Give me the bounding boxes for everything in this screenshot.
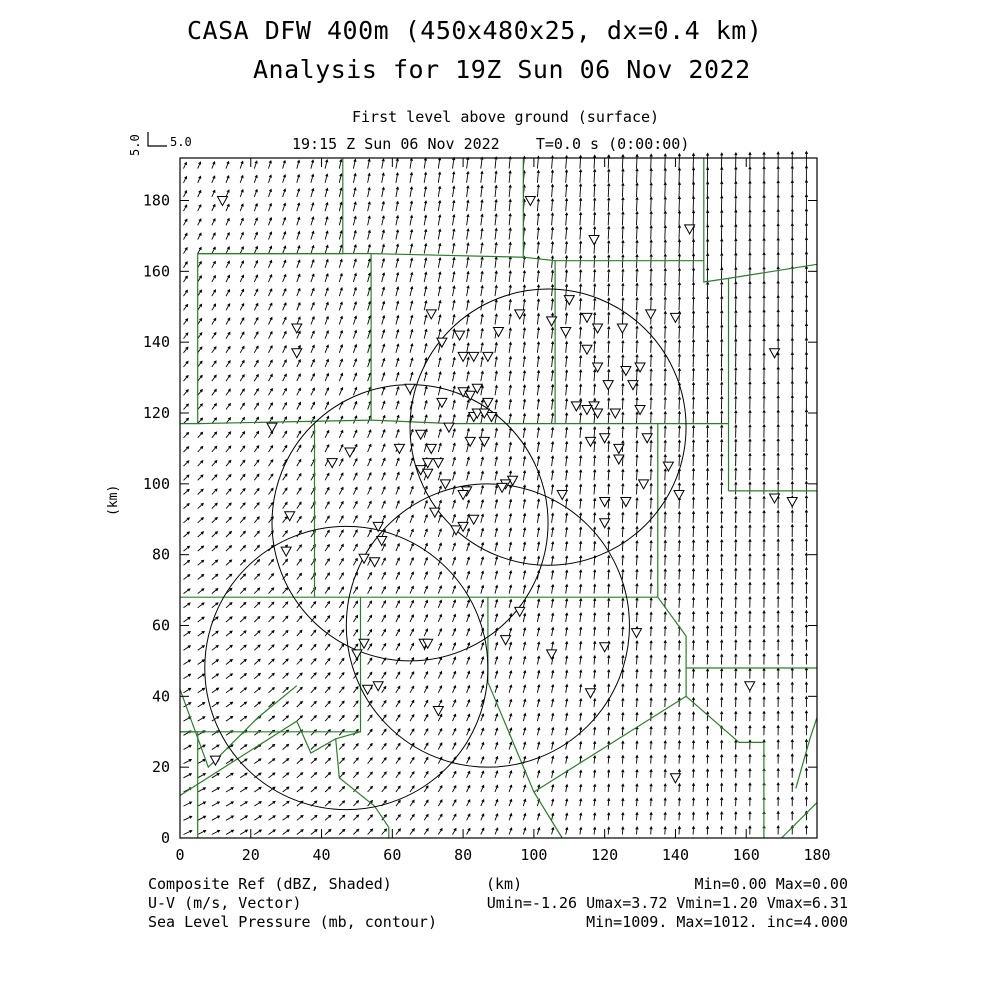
y-tick-label: 0 <box>160 829 170 847</box>
station-marker <box>603 381 613 390</box>
x-tick-label: 60 <box>383 846 402 864</box>
county-boundary-line <box>198 254 371 424</box>
reference-vector-value: 5.0 <box>170 135 192 149</box>
x-tick-label: 100 <box>520 846 548 864</box>
station-marker <box>281 547 291 556</box>
station-marker <box>469 352 479 361</box>
station-marker <box>327 459 337 468</box>
x-tick-label: 80 <box>454 846 473 864</box>
station-marker <box>363 685 373 694</box>
y-axis-label: (km) <box>106 484 121 516</box>
station-marker <box>787 498 797 507</box>
station-marker <box>359 554 369 563</box>
station-marker <box>373 682 383 691</box>
reference-vector-icon <box>148 132 167 146</box>
station-marker <box>525 197 535 206</box>
station-marker <box>639 480 649 489</box>
station-marker <box>465 437 475 446</box>
county-boundary-line <box>488 424 658 598</box>
station-marker <box>586 689 596 698</box>
y-tick-label: 100 <box>142 474 170 493</box>
station-marker <box>465 391 475 400</box>
chart-title-line2: Analysis for 19Z Sun 06 Nov 2022 <box>253 55 751 84</box>
county-boundary-line <box>658 597 817 668</box>
station-marker <box>586 437 596 446</box>
x-tick-label: 160 <box>732 846 760 864</box>
footer-slp-minmax: Min=1009. Max=1012. inc=4.000 <box>586 913 848 931</box>
station-marker <box>494 328 504 337</box>
station-marker <box>426 444 436 453</box>
plot-axes <box>143 158 831 864</box>
county-boundary-line <box>371 420 555 424</box>
station-marker <box>458 352 468 361</box>
station-marker <box>483 352 493 361</box>
x-tick-label: 0 <box>175 846 185 864</box>
station-marker <box>423 469 433 478</box>
x-tick-label: 40 <box>312 846 331 864</box>
valid-time-label: 19:15 Z Sun 06 Nov 2022 T=0.0 s (0:00:00) <box>292 135 690 153</box>
station-marker <box>345 448 355 457</box>
station-marker <box>617 324 627 333</box>
station-marker <box>394 444 404 453</box>
county-boundary-line <box>534 696 686 792</box>
x-tick-label: 140 <box>661 846 689 864</box>
footer-composite-ref: Composite Ref (dBZ, Shaded) <box>148 875 392 893</box>
station-marker <box>515 310 525 319</box>
x-tick-label: 120 <box>591 846 619 864</box>
station-marker <box>416 430 426 439</box>
station-marker <box>582 405 592 414</box>
station-marker <box>600 519 610 528</box>
station-marker <box>547 650 557 659</box>
y-tick-label: 160 <box>142 262 170 281</box>
county-boundary-line <box>371 158 523 257</box>
station-marker <box>589 235 599 244</box>
reference-vector-value-rotated: 5.0 <box>128 134 142 156</box>
x-axis-label: (km) <box>486 875 523 893</box>
station-marker <box>610 409 620 418</box>
y-tick-label: 140 <box>142 333 170 352</box>
y-tick-label: 40 <box>151 687 170 706</box>
y-tick-label: 80 <box>151 545 170 564</box>
station-marker <box>430 508 440 517</box>
station-marker <box>440 480 450 489</box>
county-boundary-line <box>686 668 764 838</box>
radar-range-ring <box>205 526 488 809</box>
station-marker <box>370 558 380 567</box>
footer-slp: Sea Level Pressure (mb, contour) <box>148 913 437 931</box>
station-marker <box>285 512 295 521</box>
station-marker <box>745 682 755 691</box>
station-marker <box>479 437 489 446</box>
county-boundary-line <box>555 158 704 261</box>
station-marker <box>217 197 227 206</box>
station-markers <box>210 197 797 783</box>
station-marker <box>582 345 592 354</box>
station-marker <box>515 607 525 616</box>
station-marker <box>670 774 680 783</box>
station-marker <box>582 313 592 322</box>
county-boundary-line <box>180 158 343 424</box>
x-tick-label: 180 <box>803 846 831 864</box>
station-marker <box>561 328 571 337</box>
county-boundary-line <box>180 597 361 732</box>
y-tick-label: 60 <box>151 616 170 635</box>
footer-wind-minmax: Umin=-1.26 Umax=3.72 Vmin=1.20 Vmax=6.31 <box>486 894 848 912</box>
station-marker <box>501 636 511 645</box>
station-marker <box>486 413 496 422</box>
footer-uv: U-V (m/s, Vector) <box>148 894 302 912</box>
chart-title-line1: CASA DFW 400m (450x480x25, dx=0.4 km) <box>187 16 763 45</box>
station-marker <box>292 349 302 358</box>
station-marker <box>646 310 656 319</box>
station-marker <box>267 423 277 432</box>
level-label: First level above ground (surface) <box>352 108 660 126</box>
station-marker <box>437 398 447 407</box>
station-marker <box>405 384 415 393</box>
county-boundary-line <box>782 803 817 838</box>
station-marker <box>444 423 454 432</box>
x-tick-label: 20 <box>241 846 260 864</box>
county-boundary-line <box>704 261 817 282</box>
station-marker <box>557 490 567 499</box>
y-tick-label: 120 <box>142 404 170 422</box>
station-marker <box>426 310 436 319</box>
county-boundary-line <box>180 732 198 838</box>
station-marker <box>632 629 642 638</box>
station-marker <box>674 490 684 499</box>
station-marker <box>469 515 479 524</box>
station-marker <box>373 522 383 531</box>
reference-vector-arrow <box>148 132 167 146</box>
y-tick-label: 180 <box>142 191 170 210</box>
station-marker <box>433 459 443 468</box>
footer-ref-minmax: Min=0.00 Max=0.00 <box>694 875 848 893</box>
station-marker <box>455 331 465 340</box>
y-tick-label: 20 <box>151 758 170 777</box>
